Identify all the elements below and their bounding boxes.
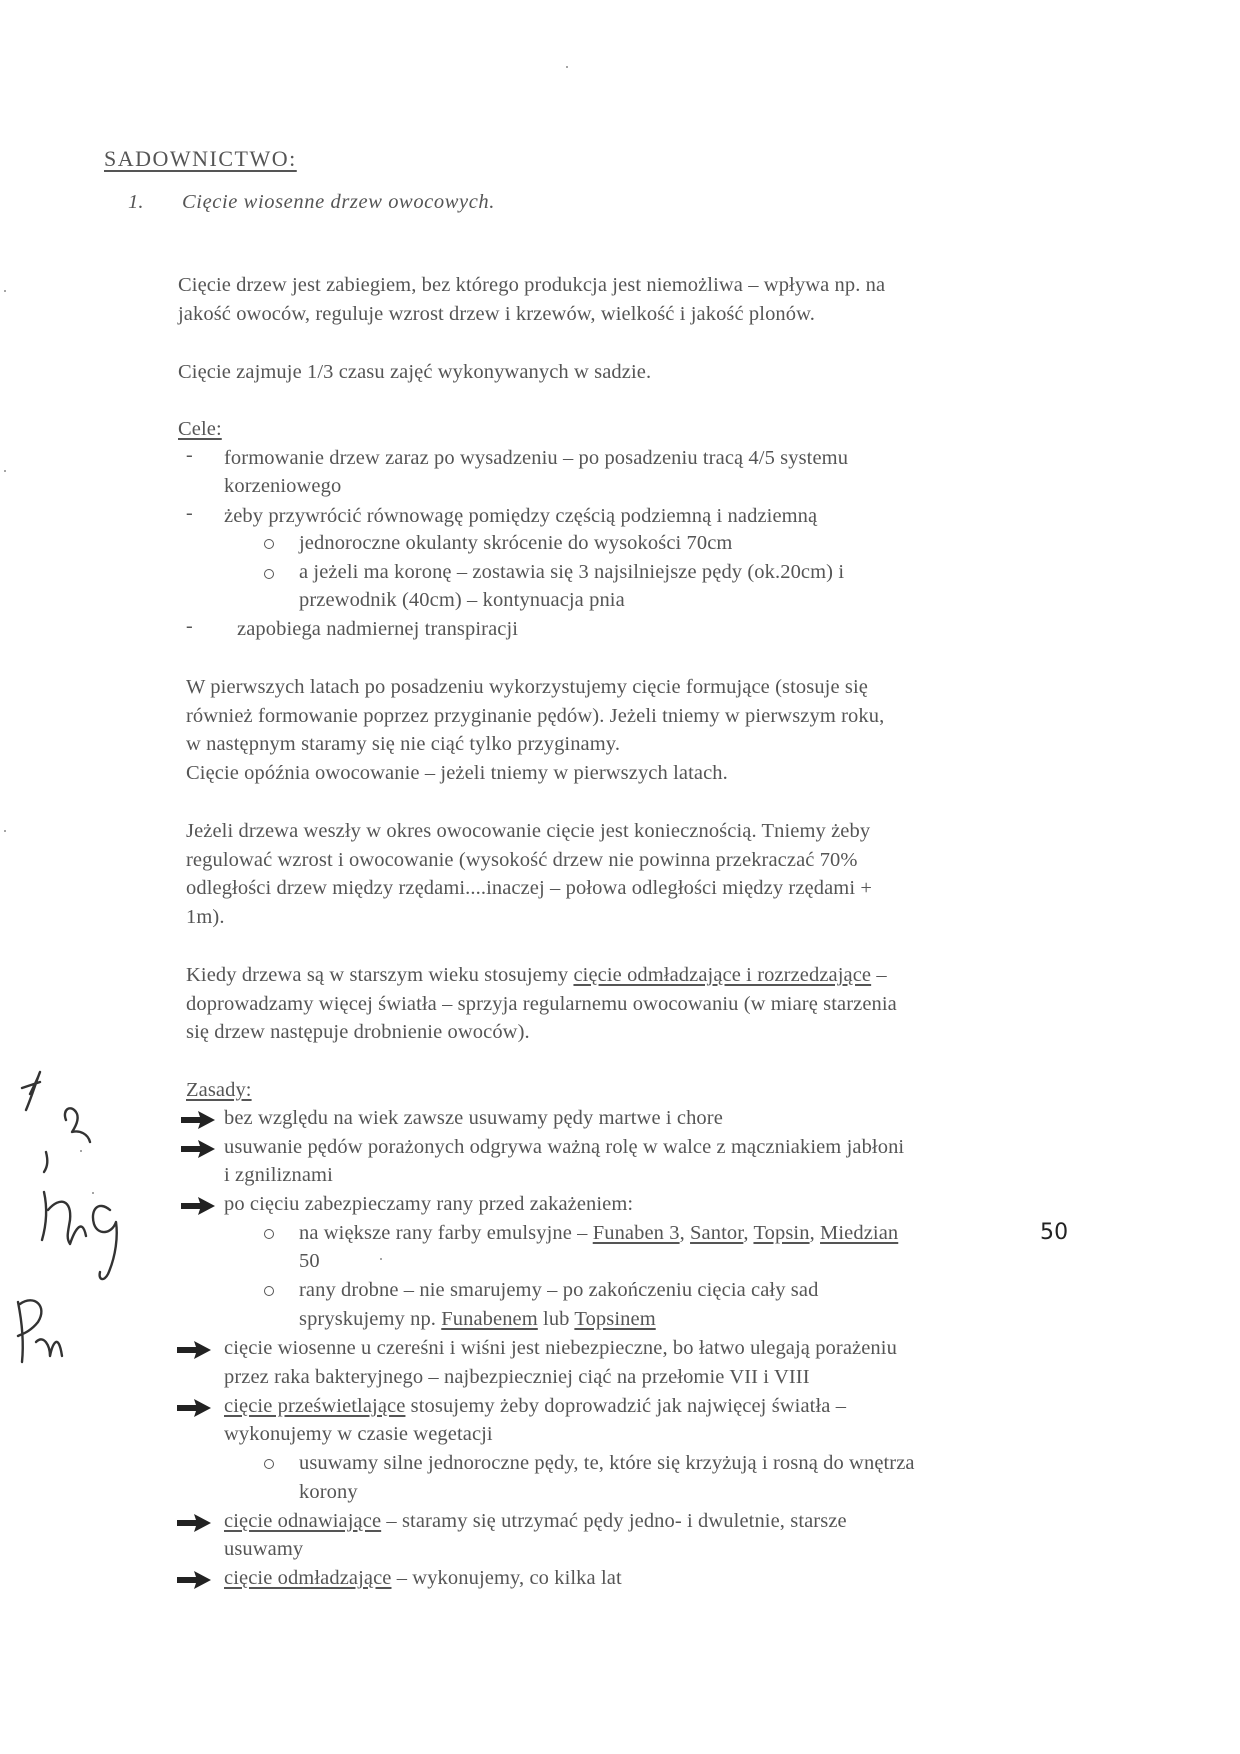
section-number: 1. — [128, 191, 144, 213]
product-topsinem: Topsinem — [574, 1308, 656, 1330]
rule-5-line-1 — [224, 1392, 846, 1421]
goal-3: zapobiega nadmiernej transpiracji — [237, 618, 519, 640]
older-trees-line-3: się drzew następuje drobnienie owoców). — [186, 1021, 530, 1043]
rule-2-line-2: i zgniliznami — [224, 1164, 333, 1186]
circle-bullet-icon — [264, 1459, 274, 1469]
product-funaben: Funaben 3 — [592, 1222, 680, 1244]
handwritten-margin-scribble — [0, 1060, 140, 1400]
scan-speck — [4, 290, 6, 292]
rule-5-text: stosujemy żeby doprowadzić jak najwięcej światła – — [405, 1395, 847, 1417]
scan-speck — [380, 1258, 382, 1260]
rule-3-sub-2-line-2 — [299, 1305, 656, 1334]
renewal-cut-term: cięcie odnawiające — [224, 1510, 382, 1532]
fruiting-line-2: regulować wzrost i owocowanie (wysokość drzew nie powinna przekraczać 70% — [186, 849, 858, 871]
goal-1-line-1: formowanie drzew zaraz po wysadzeniu – po posadzeniu tracą 4/5 systemu — [224, 447, 849, 469]
right-arrow-icon — [180, 1109, 216, 1131]
thinning-cut-term: cięcie prześwietlające — [224, 1395, 406, 1417]
dash-bullet: - — [186, 444, 193, 466]
first-years-line-3: w następnym staramy się nie ciąć tylko przyginamy. — [186, 733, 621, 755]
older-text-b: – — [871, 964, 887, 986]
separator: , — [679, 1222, 691, 1244]
rule-3-sub-1 — [299, 1219, 898, 1248]
scan-speck — [80, 1150, 82, 1152]
document-title: SADOWNICTWO: — [104, 146, 297, 171]
product-funabenem: Funabenem — [441, 1308, 538, 1330]
fruiting-line-1: Jeżeli drzewa weszły w okres owocowanie cięcie jest koniecznością. Tniemy żeby — [186, 820, 871, 842]
goal-1-line-2: korzeniowego — [224, 475, 342, 497]
goal-2-sub-2-line-1: a jeżeli ma koronę – zostawia się 3 najsilniejsze pędy (ok.20cm) i — [299, 561, 845, 583]
rule-2-line-1: usuwanie pędów porażonych odgrywa ważną rolę w walce z mączniakiem jabłoni — [224, 1136, 905, 1158]
rule-1: bez względu na wiek zawsze usuwamy pędy martwe i chore — [224, 1107, 723, 1129]
goal-2-sub-2-line-2: przewodnik (40cm) – kontynuacja pnia — [299, 589, 625, 611]
scan-speck — [92, 1192, 94, 1194]
goals-heading: Cele: — [178, 418, 222, 440]
rule-5-sub-1-line-1: usuwamy silne jednoroczne pędy, te, które się krzyżują i rosną do wnętrza — [299, 1452, 915, 1474]
rule-4-line-1: cięcie wiosenne u czereśni i wiśni jest niebezpieczne, bo łatwo ulegają porażeniu — [224, 1337, 897, 1359]
scan-speck — [4, 470, 6, 472]
circle-bullet-icon — [264, 569, 274, 579]
goal-2-sub-1: jednoroczne okulanty skrócenie do wysokości 70cm — [299, 532, 733, 554]
intro-line-1: Cięcie drzew jest zabiegiem, bez którego produkcja jest niemożliwa – wpływa np. na — [178, 274, 886, 296]
rejuvenation-cut-term: cięcie odmładzające — [224, 1567, 392, 1589]
sub2-connector: lub — [537, 1308, 575, 1330]
rule-7-text: – wykonujemy, co kilka lat — [391, 1567, 622, 1589]
sub2-text: spryskujemy np. — [299, 1308, 442, 1330]
rule-6-line-1 — [224, 1507, 847, 1536]
right-arrow-icon — [176, 1397, 212, 1419]
sub1-text: na większe rany farby emulsyjne – — [299, 1222, 593, 1244]
older-trees-line-2: doprowadzamy więcej światła – sprzyja regularnemu owocowaniu (w miarę starzenia — [186, 993, 897, 1015]
first-years-line-4: Cięcie opóźnia owocowanie – jeżeli tniemy w pierwszych latach. — [186, 762, 728, 784]
rule-4-line-2: przez raka bakteryjnego – najbezpieczniej ciąć na przełomie VII i VIII — [224, 1366, 810, 1388]
first-years-line-1: W pierwszych latach po posadzeniu wykorzystujemy cięcie formujące (stosuje się — [186, 676, 868, 698]
circle-bullet-icon — [264, 1229, 274, 1239]
right-arrow-icon — [176, 1512, 212, 1534]
older-text-a: Kiedy drzewa są w starszym wieku stosujemy — [186, 964, 574, 986]
dash-bullet: - — [186, 615, 193, 637]
right-arrow-icon — [176, 1569, 212, 1591]
rules-heading: Zasady: — [186, 1079, 252, 1101]
right-arrow-icon — [180, 1195, 216, 1217]
scan-speck — [4, 830, 6, 832]
rule-7 — [224, 1564, 622, 1593]
right-arrow-icon — [176, 1339, 212, 1361]
product-santor: Santor — [690, 1222, 744, 1244]
rejuvenation-term: cięcie odmładzające i rozrzedzające — [573, 964, 872, 986]
older-trees-line-1 — [186, 961, 887, 990]
product-miedzian: Miedzian — [820, 1222, 899, 1244]
rule-3-sub-2-line-1: rany drobne – nie smarujemy – po zakończeniu cięcia cały sad — [299, 1279, 819, 1301]
rule-5-sub-1-line-2: korony — [299, 1481, 358, 1503]
goal-2: żeby przywrócić równowagę pomiędzy częścią podziemną i nadziemną — [224, 505, 818, 527]
rule-5-line-2: wykonujemy w czasie wegetacji — [224, 1423, 493, 1445]
rule-3-sub-1-number: 50 — [299, 1250, 320, 1272]
separator: , — [743, 1222, 754, 1244]
section-heading: Cięcie wiosenne drzew owocowych. — [182, 191, 495, 213]
rule-6-line-2: usuwamy — [224, 1538, 304, 1560]
rule-3: po cięciu zabezpieczamy rany przed zakażeniem: — [224, 1193, 634, 1215]
fruiting-line-3: odległości drzew między rzędami....inaczej – połowa odległości między rzędami + — [186, 877, 873, 899]
circle-bullet-icon — [264, 1286, 274, 1296]
time-share-text: Cięcie zajmuje 1/3 czasu zajęć wykonywanych w sadzie. — [178, 361, 652, 383]
first-years-line-2: również formowanie poprzez przyginanie pędów). Jeżeli tniemy w pierwszym roku, — [186, 705, 885, 727]
fruiting-line-4: 1m). — [186, 906, 225, 928]
intro-line-2: jakość owoców, reguluje wzrost drzew i krzewów, wielkość i jakość plonów. — [178, 303, 815, 325]
handwritten-note: 50 — [1040, 1220, 1069, 1245]
rule-6-text: – staramy się utrzymać pędy jedno- i dwuletnie, starsze — [381, 1510, 847, 1532]
scan-speck — [566, 66, 568, 68]
right-arrow-icon — [180, 1138, 216, 1160]
dash-bullet: - — [186, 502, 193, 524]
separator: , — [809, 1222, 821, 1244]
product-topsin: Topsin — [753, 1222, 810, 1244]
circle-bullet-icon — [264, 539, 274, 549]
